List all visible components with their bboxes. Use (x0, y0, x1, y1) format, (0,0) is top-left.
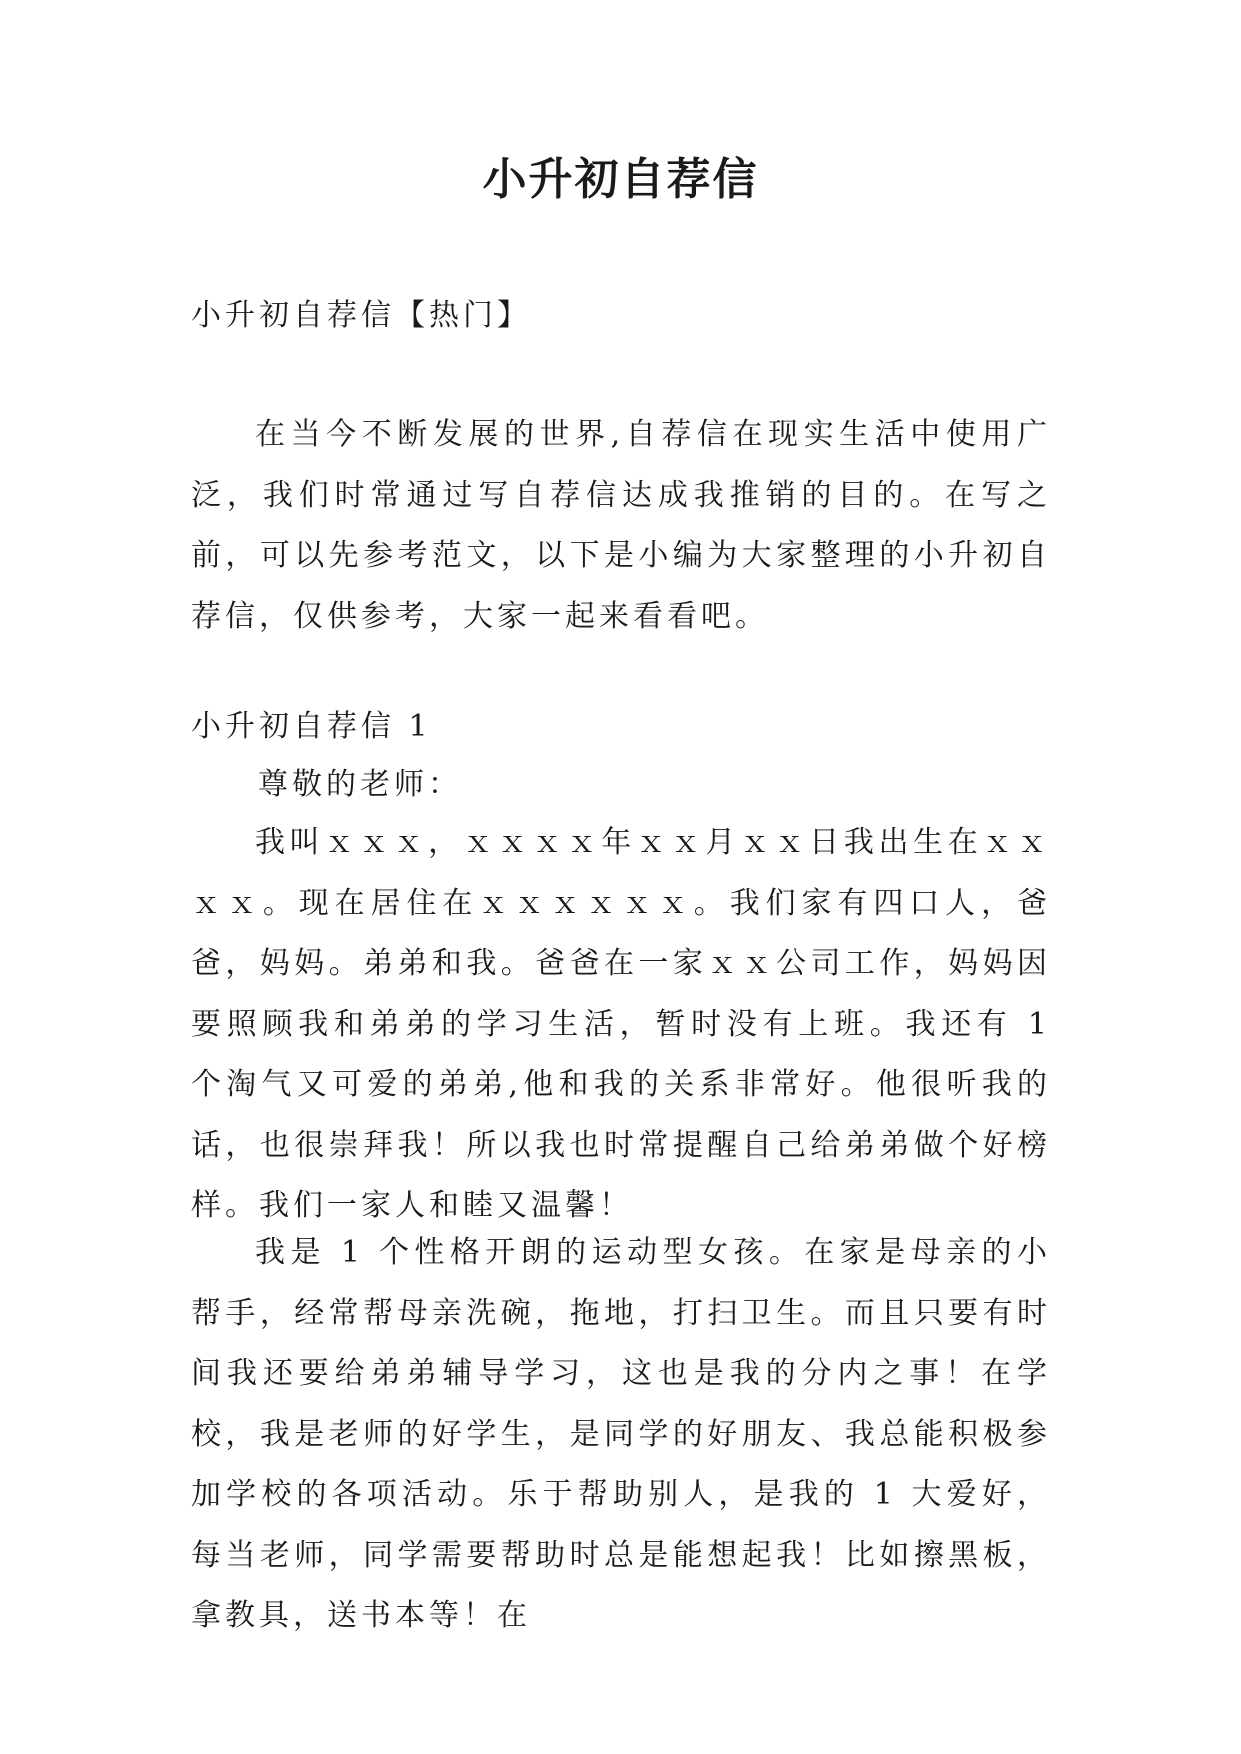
document-title: 小升初自荐信 (482, 154, 759, 205)
salutation: 尊敬的老师： (258, 767, 462, 802)
document-subtitle: 小升初自荐信【热门】 (191, 298, 531, 333)
body-paragraph: 我是 1 个性格开朗的运动型女孩。在家是母亲的小帮手，经常帮母亲洗碗，拖地，打扫卫生。而且只要有时间我还要给弟弟辅导学习，这也是我的分内之事！在学校，我是老师的好学生，是同学的好朋友、我总能积极参加学校的各项活动。乐于帮助别人，是我的 1 大爱好，每当老师，同学需要帮助时总是能想起我！比如擦黑板，拿教具，送书本等！在 (191, 1235, 1051, 1633)
letter-heading: 小升初自荐信 1 (191, 709, 432, 744)
intro-paragraph: 在当今不断发展的世界,自荐信在现实生活中使用广泛，我们时常通过写自荐信达成我推销的目的。在写之前，可以先参考范文，以下是小编为大家整理的小升初自荐信，仅供参考，大家一起来看看吧。 (191, 417, 1051, 634)
body-paragraph: 我叫ｘｘｘ，ｘｘｘｘ年ｘｘ月ｘｘ日我出生在ｘｘｘｘ。现在居住在ｘｘｘｘｘｘ。我们家有四口人，爸爸，妈妈。弟弟和我。爸爸在一家ｘｘ公司工作，妈妈因要照顾我和弟弟的学习生活，暂时没有上班。我还有 1 个淘气又可爱的弟弟,他和我的关系非常好。他很听我的话，也很崇拜我！所以我也时常提醒自己给弟弟做个好榜样。我们一家人和睦又温馨！ (191, 825, 1051, 1223)
